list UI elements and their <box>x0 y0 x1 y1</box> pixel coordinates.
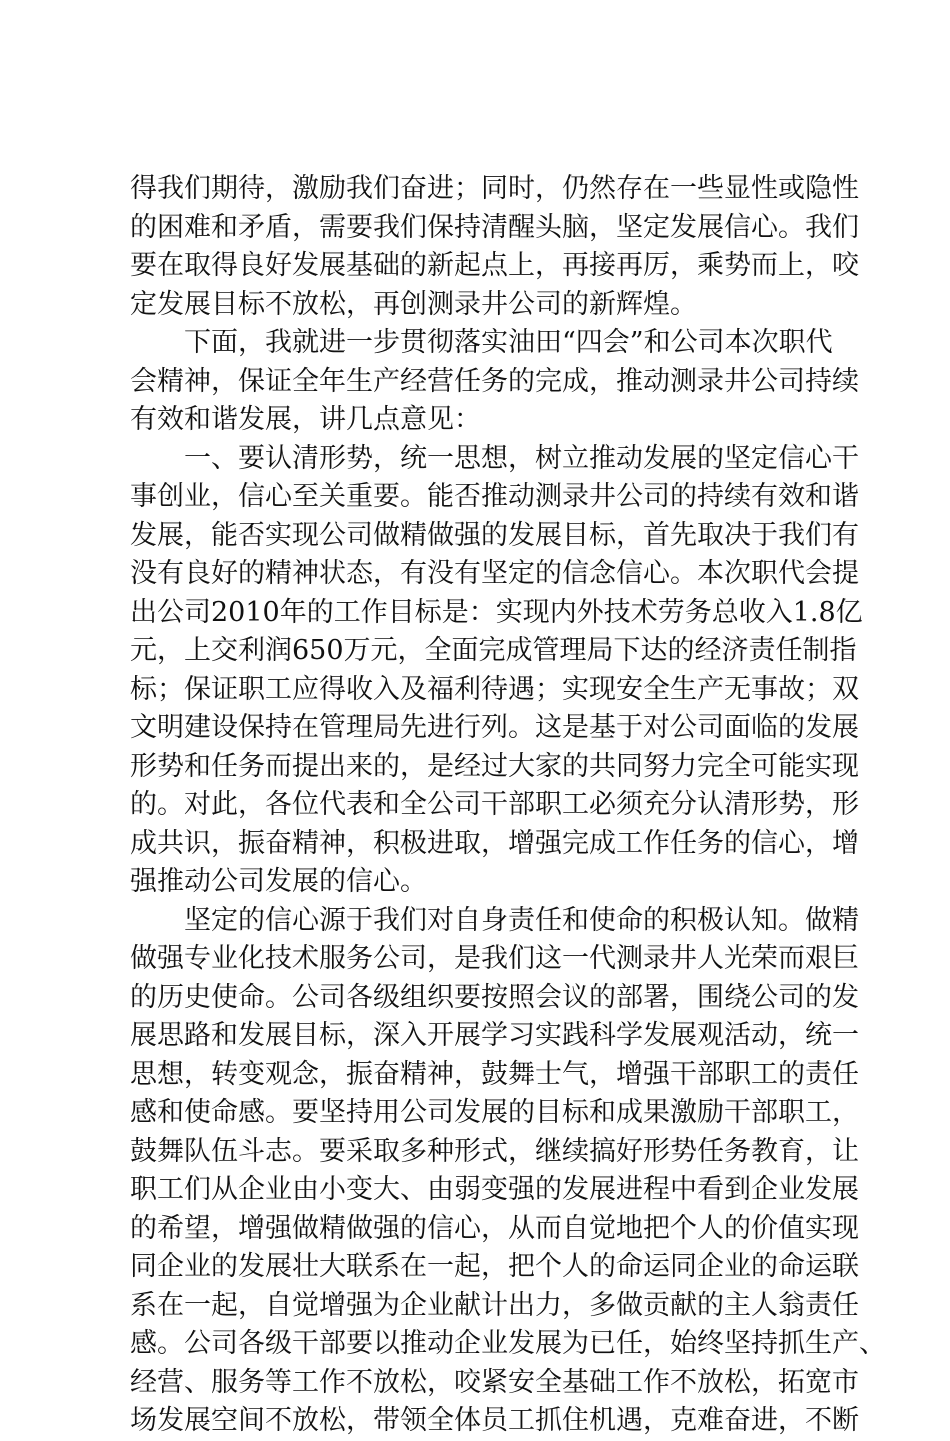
text-line: 元，上交利润650万元，全面完成管理局下达的经济责任制指 <box>130 635 857 666</box>
paragraph-first-line: 下面，我就进一步贯彻落实油田“四会”和公司本次职代 <box>184 327 833 358</box>
text-line: 职工们从企业由小变大、由弱变强的发展进程中看到企业发展 <box>130 1174 859 1205</box>
text-line: 同企业的发展壮大联系在一起，把个人的命运同企业的命运联 <box>130 1251 859 1282</box>
text-line: 的希望，增强做精做强的信心，从而自觉地把个人的价值实现 <box>130 1212 859 1244</box>
body-text <box>130 170 886 1441</box>
text-line: 事创业，信心至关重要。能否推动测录井公司的持续有效和谐 <box>130 481 859 512</box>
text-line: 出公司2010年的工作目标是：实现内外技术劳务总收入1.8亿 <box>130 596 863 628</box>
text-line: 成共识，振奋精神，积极进取，增强完成工作任务的信心，增 <box>130 827 859 859</box>
text-line: 标；保证职工应得收入及福利待遇；实现安全生产无事故；双 <box>130 673 859 705</box>
text-line: 没有良好的精神状态，有没有坚定的信念信心。本次职代会提 <box>130 558 859 589</box>
text-line: 会精神，保证全年生产经营任务的完成，推动测录井公司持续 <box>130 365 859 397</box>
text-line: 形势和任务而提出来的，是经过大家的共同努力完全可能实现 <box>130 750 859 782</box>
text-line: 经营、服务等工作不放松，咬紧安全基础工作不放松，拓宽市 <box>130 1366 859 1398</box>
text-line: 强推动公司发展的信心。 <box>130 866 427 897</box>
text-line: 鼓舞队伍斗志。要采取多种形式，继续搞好形势任务教育，让 <box>130 1135 859 1167</box>
text-line: 系在一起，自觉增强为企业献计出力，多做贡献的主人翁责任 <box>130 1289 859 1321</box>
paragraph-first-line: 坚定的信心源于我们对自身责任和使命的积极认知。做精 <box>184 904 859 936</box>
text-line: 的困难和矛盾，需要我们保持清醒头脑，坚定发展信心。我们 <box>130 211 859 243</box>
text-line: 得我们期待，激励我们奋进；同时，仍然存在一些显性或隐性 <box>130 173 859 204</box>
text-line: 思想，转变观念，振奋精神，鼓舞士气，增强干部职工的责任 <box>130 1058 859 1090</box>
text-line: 的。对此，各位代表和全公司干部职工必须充分认清形势，形 <box>130 789 859 820</box>
text-line: 展思路和发展目标，深入开展学习实践科学发展观活动，统一 <box>130 1020 859 1051</box>
paragraph-first-line: 一、要认清形势，统一思想，树立推动发展的坚定信心干 <box>184 442 859 474</box>
text-line: 要在取得良好发展基础的新起点上，再接再厉，乘势而上，咬 <box>130 250 859 281</box>
text-line: 定发展目标不放松，再创测录井公司的新辉煌。 <box>130 288 697 320</box>
text-line: 文明建设保持在管理局先进行列。这是基于对公司面临的发展 <box>130 712 859 743</box>
text-line: 有效和谐发展，讲几点意见： <box>130 404 481 435</box>
text-line: 的历史使命。公司各级组织要按照会议的部署，围绕公司的发 <box>130 981 859 1013</box>
text-line: 感。公司各级干部要以推动企业发展为已任，始终坚持抓生产、 <box>130 1328 886 1359</box>
text-line: 场发展空间不放松，带领全体员工抓住机遇，克难奋进，不断 <box>130 1405 859 1436</box>
text-line: 感和使命感。要坚持用公司发展的目标和成果激励干部职工， <box>130 1097 859 1128</box>
text-line: 发展，能否实现公司做精做强的发展目标，首先取决于我们有 <box>130 519 859 551</box>
text-line: 做强专业化技术服务公司，是我们这一代测录井人光荣而艰巨 <box>130 943 859 974</box>
